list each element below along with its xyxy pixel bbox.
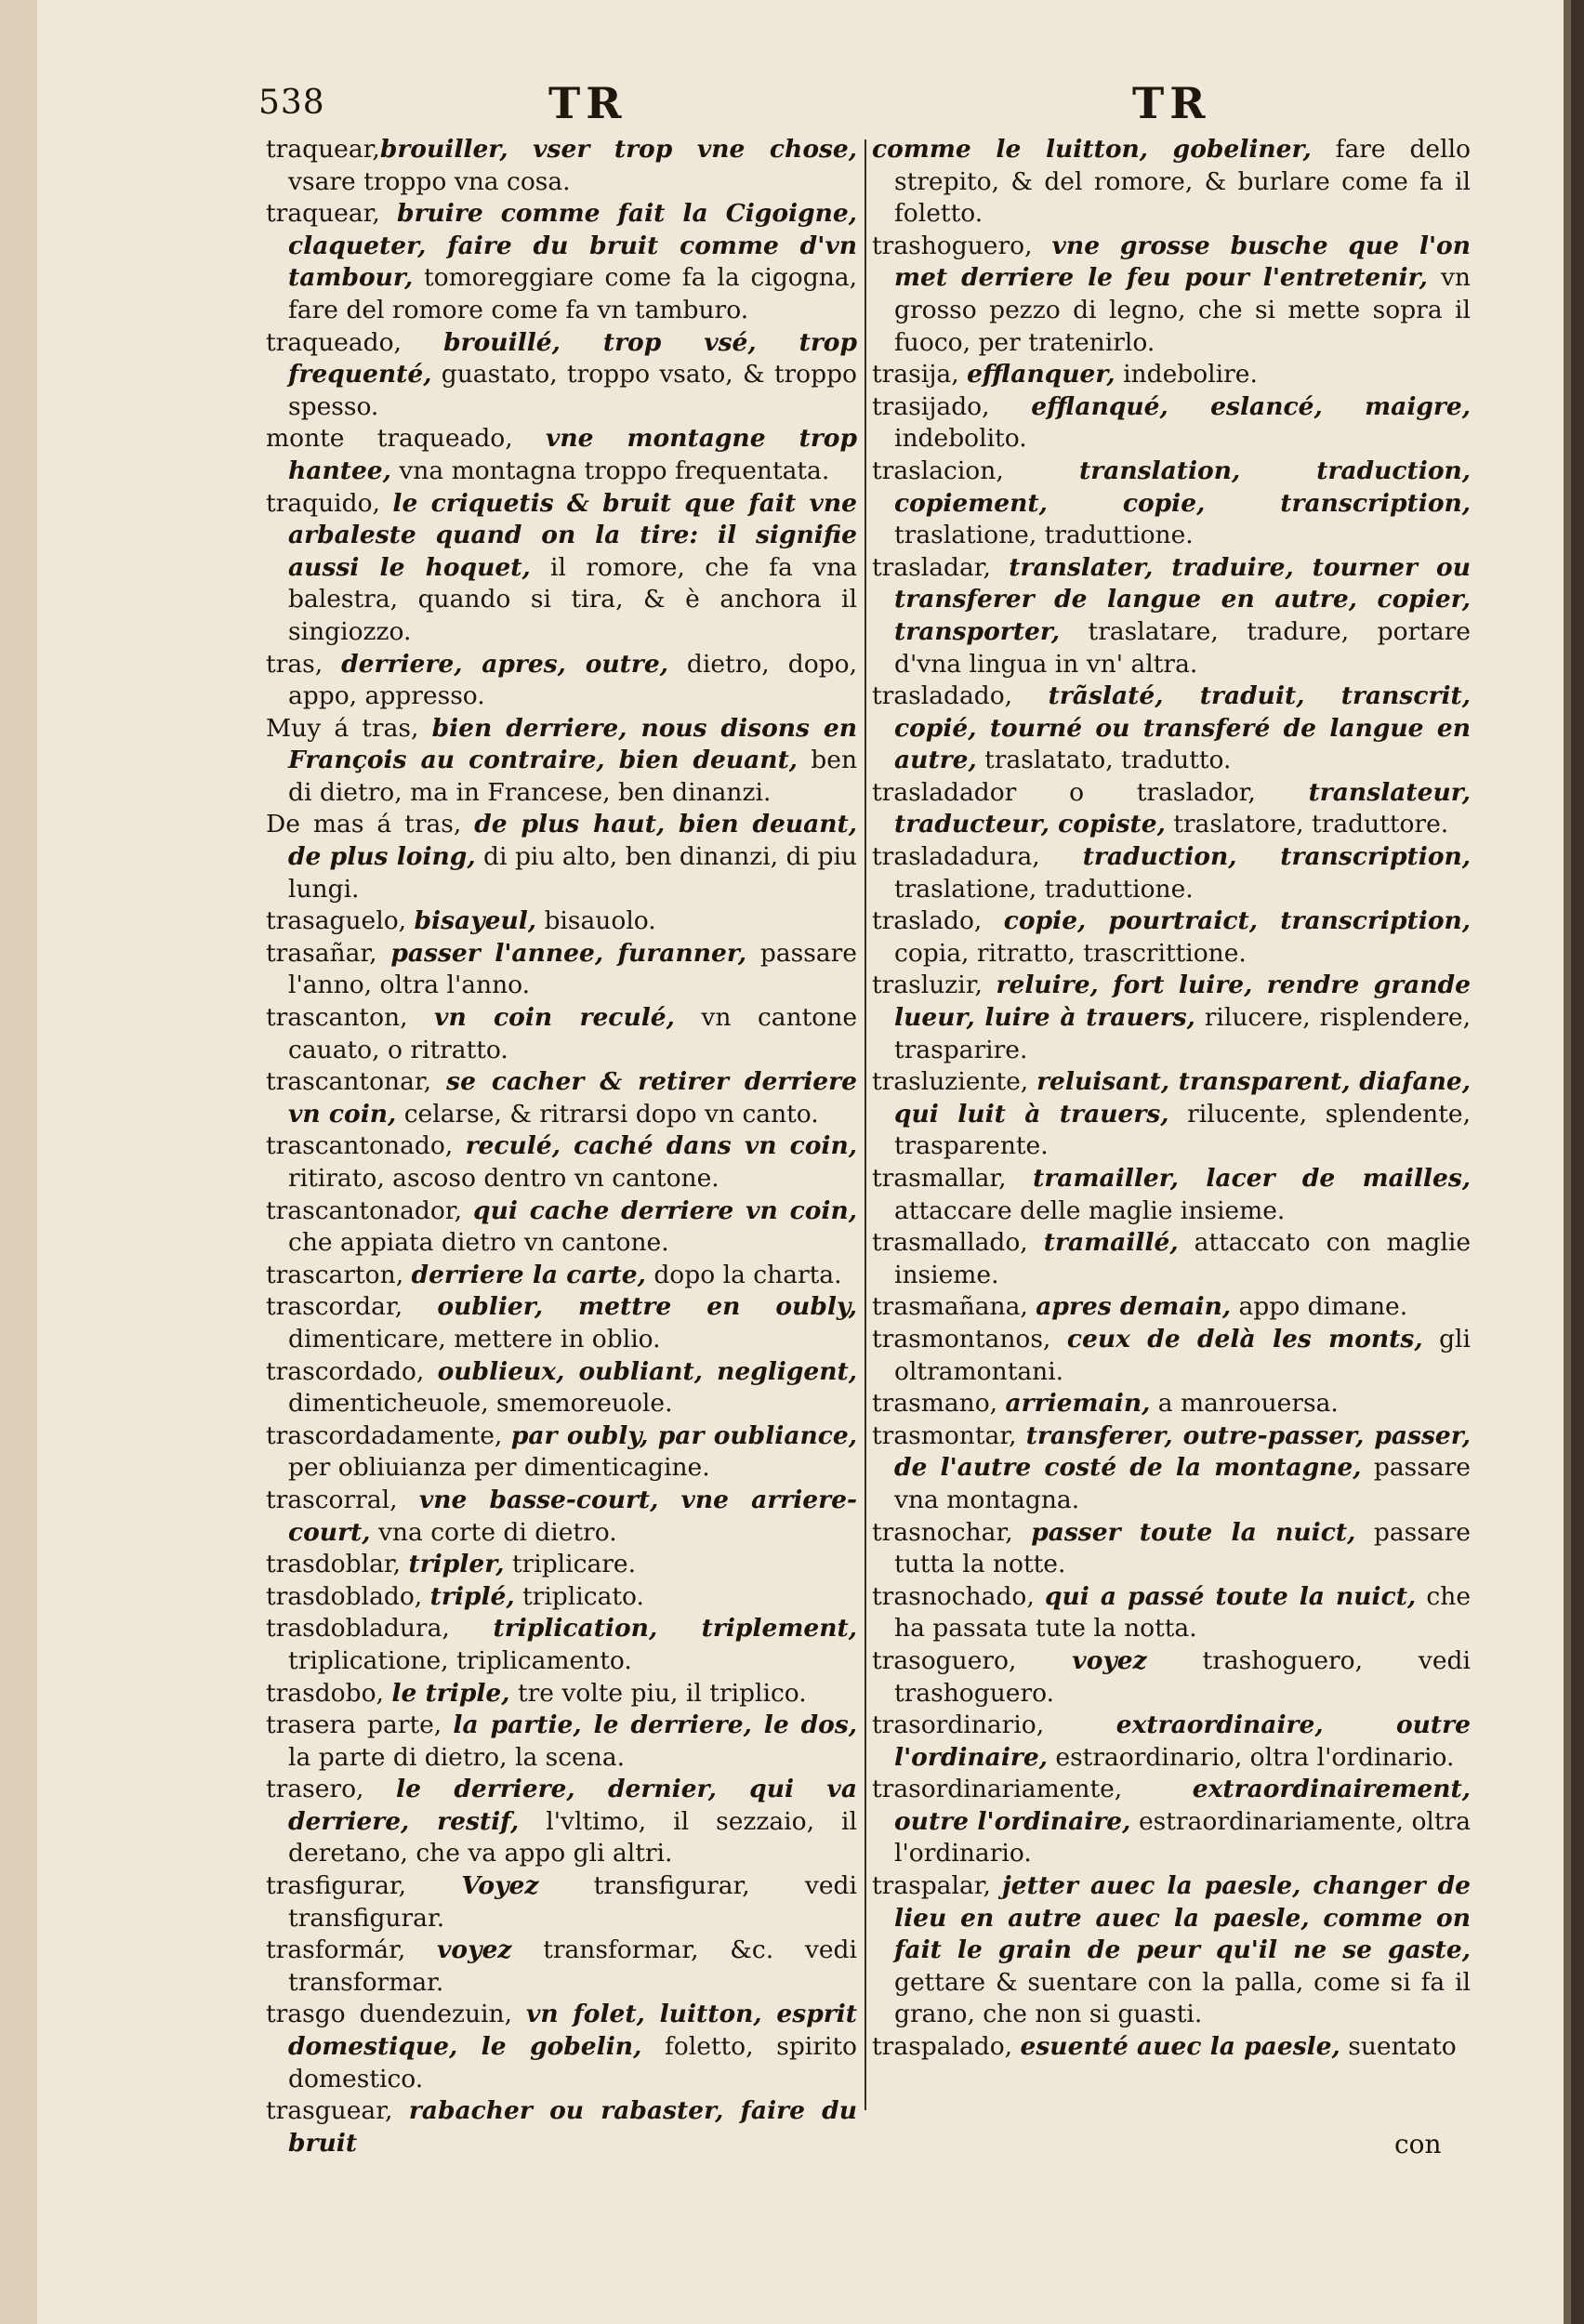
french-gloss: copie, pourtraict, transcription, bbox=[1003, 906, 1471, 936]
page-header bbox=[0, 78, 1584, 134]
entry-text: ritirato, ascoso dentro vn cantone. bbox=[288, 1164, 719, 1193]
entry-text: traslatare, tradure, portare d'vna lingua in vn' altra. bbox=[894, 616, 1471, 679]
entry-text: traspalado, bbox=[872, 2032, 1021, 2062]
french-gloss: derriere la carte, bbox=[411, 1260, 646, 1289]
dictionary-entry bbox=[266, 1356, 857, 1420]
dictionary-entry bbox=[872, 1163, 1471, 1227]
french-gloss: par oubly, par oubliance, bbox=[510, 1420, 857, 1450]
dictionary-entry bbox=[266, 488, 857, 649]
entry-text: trasmallar, bbox=[872, 1164, 1034, 1193]
entry-text: trasladador o traslador, bbox=[872, 777, 1309, 807]
entry-text: trasmontanos, bbox=[872, 1324, 1067, 1353]
french-gloss: tramaillé, bbox=[1043, 1228, 1179, 1258]
page-edge bbox=[1571, 0, 1584, 2324]
entry-text: trasordinario, bbox=[872, 1710, 1116, 1740]
entry-text: rilucente, splendente, trasparente. bbox=[894, 1099, 1471, 1161]
entry-text: triplicato. bbox=[514, 1581, 644, 1611]
french-gloss: translater, traduire, tourner ou transferer de langue en autre, copier, transporter, bbox=[894, 552, 1472, 646]
entry-text: passare l'anno, oltra l'anno. bbox=[288, 938, 857, 1000]
entry-text: trascorral, bbox=[266, 1485, 419, 1514]
entry-text: attaccato con maglie insieme. bbox=[894, 1228, 1471, 1289]
dictionary-entry bbox=[872, 1581, 1471, 1645]
dictionary-entry bbox=[872, 231, 1471, 359]
entry-text: trasnochar, bbox=[872, 1517, 1032, 1547]
dictionary-entry bbox=[872, 1774, 1471, 1870]
french-gloss: tripler, bbox=[408, 1550, 505, 1579]
entry-text: trascantonado, bbox=[266, 1131, 466, 1161]
entry-text: indebolito. bbox=[894, 424, 1027, 454]
entry-text: trasdobo, bbox=[266, 1678, 392, 1708]
dictionary-entry bbox=[266, 1485, 857, 1549]
dictionary-entry bbox=[266, 809, 857, 905]
french-gloss: extraordinairement, outre l'ordinaire, bbox=[894, 1775, 1471, 1836]
entry-text: trashoguero, vedi trashoguero. bbox=[894, 1645, 1471, 1708]
french-gloss: traduction, transcription, bbox=[1082, 842, 1471, 872]
dictionary-entry bbox=[872, 391, 1471, 456]
french-gloss: derriere, apres, outre, bbox=[341, 649, 668, 679]
entry-text: trasfigurar, bbox=[266, 1871, 462, 1901]
dictionary-entry bbox=[872, 1517, 1471, 1581]
entry-text: trascarton, bbox=[266, 1260, 412, 1289]
french-gloss: triplé, bbox=[429, 1581, 515, 1611]
entry-text: trascordadamente, bbox=[266, 1420, 511, 1450]
dictionary-entry bbox=[872, 1710, 1471, 1774]
french-gloss: transferer, outre-passer, passer, de l'autre costé de la montagne, bbox=[894, 1420, 1472, 1483]
dictionary-entry bbox=[872, 1066, 1471, 1163]
entry-text: trascordar, bbox=[266, 1292, 438, 1322]
entry-text: dopo la charta. bbox=[645, 1260, 842, 1289]
catchword: con bbox=[1394, 2129, 1442, 2159]
entry-text: tras, bbox=[266, 649, 342, 679]
dictionary-entry bbox=[872, 1324, 1471, 1388]
dictionary-entry bbox=[872, 841, 1471, 905]
entry-text: l'vltimo, il sezzaio, il deretano, che va appo gli altri. bbox=[288, 1806, 858, 1868]
french-gloss: bisayeul, bbox=[414, 906, 537, 936]
page-number: 538 bbox=[258, 84, 325, 122]
entry-text: trasañar, bbox=[266, 938, 391, 968]
french-gloss: qui a passé toute la nuict, bbox=[1045, 1581, 1417, 1611]
entry-text: trasgo duendezuin, bbox=[266, 2000, 526, 2029]
dictionary-entry bbox=[266, 1774, 857, 1870]
entry-text: Muy á tras, bbox=[266, 713, 432, 743]
dictionary-entry bbox=[266, 1613, 857, 1677]
french-gloss: le triple, bbox=[391, 1678, 510, 1708]
french-gloss: reluisant, transparent, diafane, qui luit à trauers, bbox=[894, 1067, 1471, 1129]
entry-text: trasladado, bbox=[872, 681, 1049, 711]
entry-text: copia, ritratto, trascrittione. bbox=[894, 938, 1247, 968]
french-gloss: apres demain, bbox=[1036, 1292, 1232, 1322]
dictionary-entry bbox=[266, 1260, 857, 1292]
dictionary-entry bbox=[266, 1195, 857, 1260]
french-gloss: translation, traduction, copiement, copie, transcription, bbox=[894, 456, 1471, 518]
entry-text: estraordinariamente, oltra l'ordinario. bbox=[894, 1806, 1472, 1868]
dictionary-entry bbox=[266, 1420, 857, 1485]
entry-text: a manrouersa. bbox=[1150, 1389, 1339, 1419]
entry-text: traslatione, traduttione. bbox=[894, 874, 1194, 904]
entry-text: traquear, bbox=[266, 135, 380, 164]
entry-text: gettare & suentare con la palla, come si fa il grano, che non si guasti. bbox=[894, 1967, 1471, 2029]
entry-text: triplicatione, triplicamento. bbox=[288, 1645, 632, 1675]
french-gloss: esuenté auec la paesle, bbox=[1020, 2032, 1340, 2062]
page-gutter-shadow bbox=[0, 0, 37, 2324]
dictionary-entry bbox=[872, 1227, 1471, 1291]
entry-text: trasformár, bbox=[266, 1935, 438, 1965]
french-gloss: de plus haut, bien deuant, de plus loing, bbox=[288, 810, 857, 872]
right-column bbox=[872, 134, 1471, 2064]
french-gloss: passer toute la nuict, bbox=[1031, 1517, 1356, 1547]
dictionary-entry bbox=[266, 1678, 857, 1710]
dictionary-entry bbox=[872, 1291, 1471, 1324]
entry-text: passare tutta la notte. bbox=[894, 1517, 1471, 1579]
french-gloss: passer l'annee, furanner, bbox=[390, 938, 747, 968]
entry-text: triplicare. bbox=[504, 1550, 637, 1579]
entry-text: di piu alto, ben dinanzi, di piu lungi. bbox=[288, 842, 857, 904]
entry-text: il romore, che fa vna balestra, quando si tira, & è anchora il singiozzo. bbox=[288, 552, 857, 646]
dictionary-entry bbox=[872, 1645, 1471, 1710]
french-gloss: oublieux, oubliant, negligent, bbox=[437, 1356, 857, 1386]
dictionary-entry bbox=[266, 134, 857, 198]
french-gloss: voyez bbox=[1072, 1645, 1147, 1675]
entry-text: trasguear, bbox=[266, 2096, 409, 2126]
french-gloss: triplication, triplement, bbox=[493, 1614, 857, 1644]
entry-text: De mas á tras, bbox=[266, 810, 475, 839]
french-gloss: rabacher ou rabaster, faire du bruit bbox=[288, 2096, 857, 2158]
dictionary-entry bbox=[872, 1870, 1471, 2031]
french-gloss: le criquetis & bruit que fait vne arbaleste quand on la tire: il signifie aussi le hoquet, bbox=[288, 488, 857, 582]
entry-text: passare vna montagna. bbox=[894, 1453, 1471, 1514]
french-gloss: oublier, mettre en oubly, bbox=[437, 1292, 858, 1322]
dictionary-entry bbox=[872, 552, 1471, 680]
dictionary-entry bbox=[266, 1130, 857, 1195]
french-gloss: extraordinaire, outre l'ordinaire, bbox=[894, 1710, 1471, 1772]
dictionary-entry bbox=[266, 1066, 857, 1130]
entry-text: vna montagna troppo frequentata. bbox=[390, 456, 830, 485]
entry-text: trasladadura, bbox=[872, 842, 1083, 872]
entry-text: traslatione, traduttione. bbox=[894, 521, 1194, 550]
entry-text: appo dimane. bbox=[1231, 1292, 1408, 1322]
french-gloss: jetter auec la paesle, changer de lieu en autre auec la paesle, comme on fait le grain de peur qu'il ne se gaste, bbox=[894, 1871, 1471, 1965]
page-edge-shadow bbox=[1564, 0, 1571, 2324]
french-gloss: efflanqué, eslancé, maigre, bbox=[1031, 391, 1471, 421]
french-gloss: ceux de delà les monts, bbox=[1066, 1324, 1423, 1353]
entry-text: tre volte piu, il triplico. bbox=[509, 1678, 807, 1708]
entry-text: la parte di dietro, la scena. bbox=[288, 1742, 626, 1772]
french-gloss: se cacher & retirer derriere vn coin, bbox=[288, 1067, 857, 1129]
french-gloss: qui cache derriere vn coin, bbox=[473, 1195, 857, 1225]
entry-text: che ha passata tute la notta. bbox=[894, 1581, 1471, 1644]
entry-text: trasija, bbox=[872, 360, 968, 390]
entry-text: trascanton, bbox=[266, 1003, 435, 1033]
dictionary-entry bbox=[872, 134, 1471, 231]
french-gloss: vne basse-court, vne arriere-court, bbox=[288, 1485, 857, 1547]
french-gloss: bien derriere, nous disons en François au contraire, bien deuant, bbox=[288, 713, 858, 775]
french-gloss: comme le luitton, gobeliner, bbox=[872, 135, 1312, 164]
entry-text: transformar, &c. vedi transformar. bbox=[288, 1935, 857, 1997]
entry-text: dimenticheuole, smemoreuole. bbox=[288, 1389, 673, 1419]
entry-text: celarse, & ritrarsi dopo vn canto. bbox=[396, 1099, 819, 1129]
entry-text: traslatore, traduttore. bbox=[1165, 810, 1449, 839]
entry-text: fare dello strepito, & del romore, & burlare come fa il foletto. bbox=[894, 135, 1471, 229]
entry-text: traquido, bbox=[266, 488, 393, 518]
dictionary-entry bbox=[872, 1420, 1471, 1517]
running-head-left: TR bbox=[548, 78, 627, 128]
dictionary-entry bbox=[872, 2031, 1471, 2064]
dictionary-entry bbox=[266, 198, 857, 326]
entry-text: traspalar, bbox=[872, 1871, 1003, 1901]
entry-text: trasluzir, bbox=[872, 971, 997, 1000]
entry-text: vn cantone cauato, o ritratto. bbox=[288, 1003, 858, 1064]
entry-text: trasmañana, bbox=[872, 1292, 1036, 1322]
entry-text: vn grosso pezzo di legno, che si mette sopra il fuoco, per tratenirlo. bbox=[894, 263, 1471, 357]
entry-text: gli oltramontani. bbox=[894, 1324, 1471, 1386]
dictionary-entry bbox=[266, 2095, 857, 2159]
entry-text: tomoreggiare come fa la cigogna, fare del romore come fa vn tamburo. bbox=[288, 263, 857, 324]
entry-text: dietro, dopo, appo, appresso. bbox=[288, 649, 857, 711]
entry-text: per obliuianza per dimenticagine. bbox=[288, 1453, 710, 1483]
dictionary-entry bbox=[872, 456, 1471, 552]
entry-text: ben di dietro, ma in Francese, ben dinanzi. bbox=[288, 746, 858, 807]
left-column bbox=[266, 134, 857, 2159]
dictionary-entry bbox=[266, 1291, 857, 1355]
french-gloss: vn folet, luitton, esprit domestique, le gobelin, bbox=[288, 2000, 857, 2062]
entry-text: vsare troppo vna cosa. bbox=[288, 166, 571, 196]
french-gloss: reculé, caché dans vn coin, bbox=[465, 1131, 857, 1161]
dictionary-entry bbox=[872, 680, 1471, 777]
french-gloss: Voyez bbox=[461, 1871, 539, 1901]
entry-text: traslatato, tradutto. bbox=[976, 746, 1232, 775]
entry-text: trasnochado, bbox=[872, 1581, 1045, 1611]
dictionary-entry bbox=[266, 649, 857, 713]
dictionary-entry bbox=[872, 970, 1471, 1066]
entry-text: trasluziente, bbox=[872, 1067, 1037, 1097]
dictionary-entry bbox=[266, 327, 857, 424]
entry-text: dimenticare, mettere in oblio. bbox=[288, 1324, 661, 1353]
entry-text: indebolire. bbox=[1115, 360, 1258, 390]
entry-text: trascantonador, bbox=[266, 1195, 474, 1225]
dictionary-entry bbox=[872, 1388, 1471, 1420]
dictionary-entry bbox=[266, 1934, 857, 1999]
entry-text: bisauolo. bbox=[536, 906, 656, 936]
entry-text: trasdobladura, bbox=[266, 1614, 494, 1644]
column-divider bbox=[865, 139, 866, 2110]
entry-text: trasmallado, bbox=[872, 1228, 1044, 1258]
dictionary-entry bbox=[266, 1710, 857, 1774]
entry-text: che appiata dietro vn cantone. bbox=[288, 1228, 669, 1258]
french-gloss: reluire, fort luire, rendre grande lueur, luire à trauers, bbox=[894, 971, 1471, 1033]
entry-text: trasijado, bbox=[872, 391, 1032, 421]
entry-text: trasaguelo, bbox=[266, 906, 415, 936]
entry-text: monte traqueado, bbox=[266, 424, 546, 454]
french-gloss: arriemain, bbox=[1005, 1389, 1151, 1419]
entry-text: trasladar, bbox=[872, 552, 1010, 582]
dictionary-entry bbox=[266, 1870, 857, 1934]
entry-text: vna corte di dietro. bbox=[370, 1517, 617, 1547]
entry-text: trascordado, bbox=[266, 1356, 438, 1386]
french-gloss: translateur, traducteur, copiste, bbox=[894, 777, 1471, 839]
french-gloss: vne montagne trop hantee, bbox=[288, 424, 857, 485]
french-gloss: trãslaté, traduit, transcrit, copié, tourné ou transferé de langue en autre, bbox=[894, 681, 1471, 775]
dictionary-entry bbox=[266, 1581, 857, 1614]
entry-text: trashoguero, bbox=[872, 231, 1052, 260]
entry-text: trasoguero, bbox=[872, 1645, 1073, 1675]
entry-text: traqueado, bbox=[266, 327, 444, 357]
entry-text: trascantonar, bbox=[266, 1067, 447, 1097]
entry-text: trasdoblar, bbox=[266, 1550, 409, 1579]
french-gloss: vne grosse busche que l'on met derriere le feu pour l'entretenir, bbox=[894, 231, 1471, 293]
french-gloss: vn coin reculé, bbox=[434, 1003, 675, 1033]
entry-text: traslado, bbox=[872, 906, 1004, 936]
entry-text: transfigurar, vedi transfigurar. bbox=[288, 1871, 857, 1933]
entry-text: trasdoblado, bbox=[266, 1581, 430, 1611]
dictionary-entry bbox=[872, 777, 1471, 841]
dictionary-entry bbox=[266, 1549, 857, 1581]
french-gloss: tramailler, lacer de mailles, bbox=[1033, 1164, 1471, 1193]
french-gloss: voyez bbox=[437, 1935, 512, 1965]
french-gloss: bruire comme fait la Cigoigne, claqueter, faire du bruit comme d'vn tambour, bbox=[288, 199, 857, 293]
entry-text: suentato bbox=[1340, 2032, 1457, 2062]
dictionary-entry bbox=[266, 905, 857, 938]
entry-text: trasordinariamente, bbox=[872, 1775, 1193, 1804]
french-gloss: la partie, le derriere, le dos, bbox=[453, 1710, 857, 1740]
entry-text: trasero, bbox=[266, 1775, 397, 1804]
french-gloss: efflanquer, bbox=[967, 360, 1115, 390]
entry-text: estraordinario, oltra l'ordinario. bbox=[1047, 1742, 1455, 1772]
dictionary-entry bbox=[266, 423, 857, 487]
entry-text: foletto, spirito domestico. bbox=[288, 2032, 858, 2093]
dictionary-entry bbox=[266, 713, 857, 810]
french-gloss: brouiller, vser trop vne chose, bbox=[379, 135, 857, 164]
entry-text: trasera parte, bbox=[266, 1710, 454, 1740]
entry-text: traslacion, bbox=[872, 456, 1079, 485]
dictionary-entry bbox=[872, 359, 1471, 391]
entry-text: rilucere, risplendere, trasparire. bbox=[894, 1003, 1471, 1064]
french-gloss: brouillé, trop vsé, trop frequenté, bbox=[288, 327, 857, 390]
entry-text: attaccare delle maglie insieme. bbox=[894, 1195, 1286, 1225]
dictionary-entry bbox=[266, 1999, 857, 2095]
entry-text: trasmano, bbox=[872, 1389, 1006, 1419]
french-gloss: le derriere, dernier, qui va derriere, restif, bbox=[288, 1775, 857, 1836]
dictionary-entry bbox=[872, 905, 1471, 970]
entry-text: trasmontar, bbox=[872, 1420, 1026, 1450]
dictionary-entry bbox=[266, 1002, 857, 1066]
dictionary-entry bbox=[266, 938, 857, 1002]
running-head-right: TR bbox=[1132, 78, 1211, 128]
entry-text: traquear, bbox=[266, 199, 398, 229]
entry-text: guastato, troppo vsato, & troppo spesso. bbox=[288, 360, 857, 421]
